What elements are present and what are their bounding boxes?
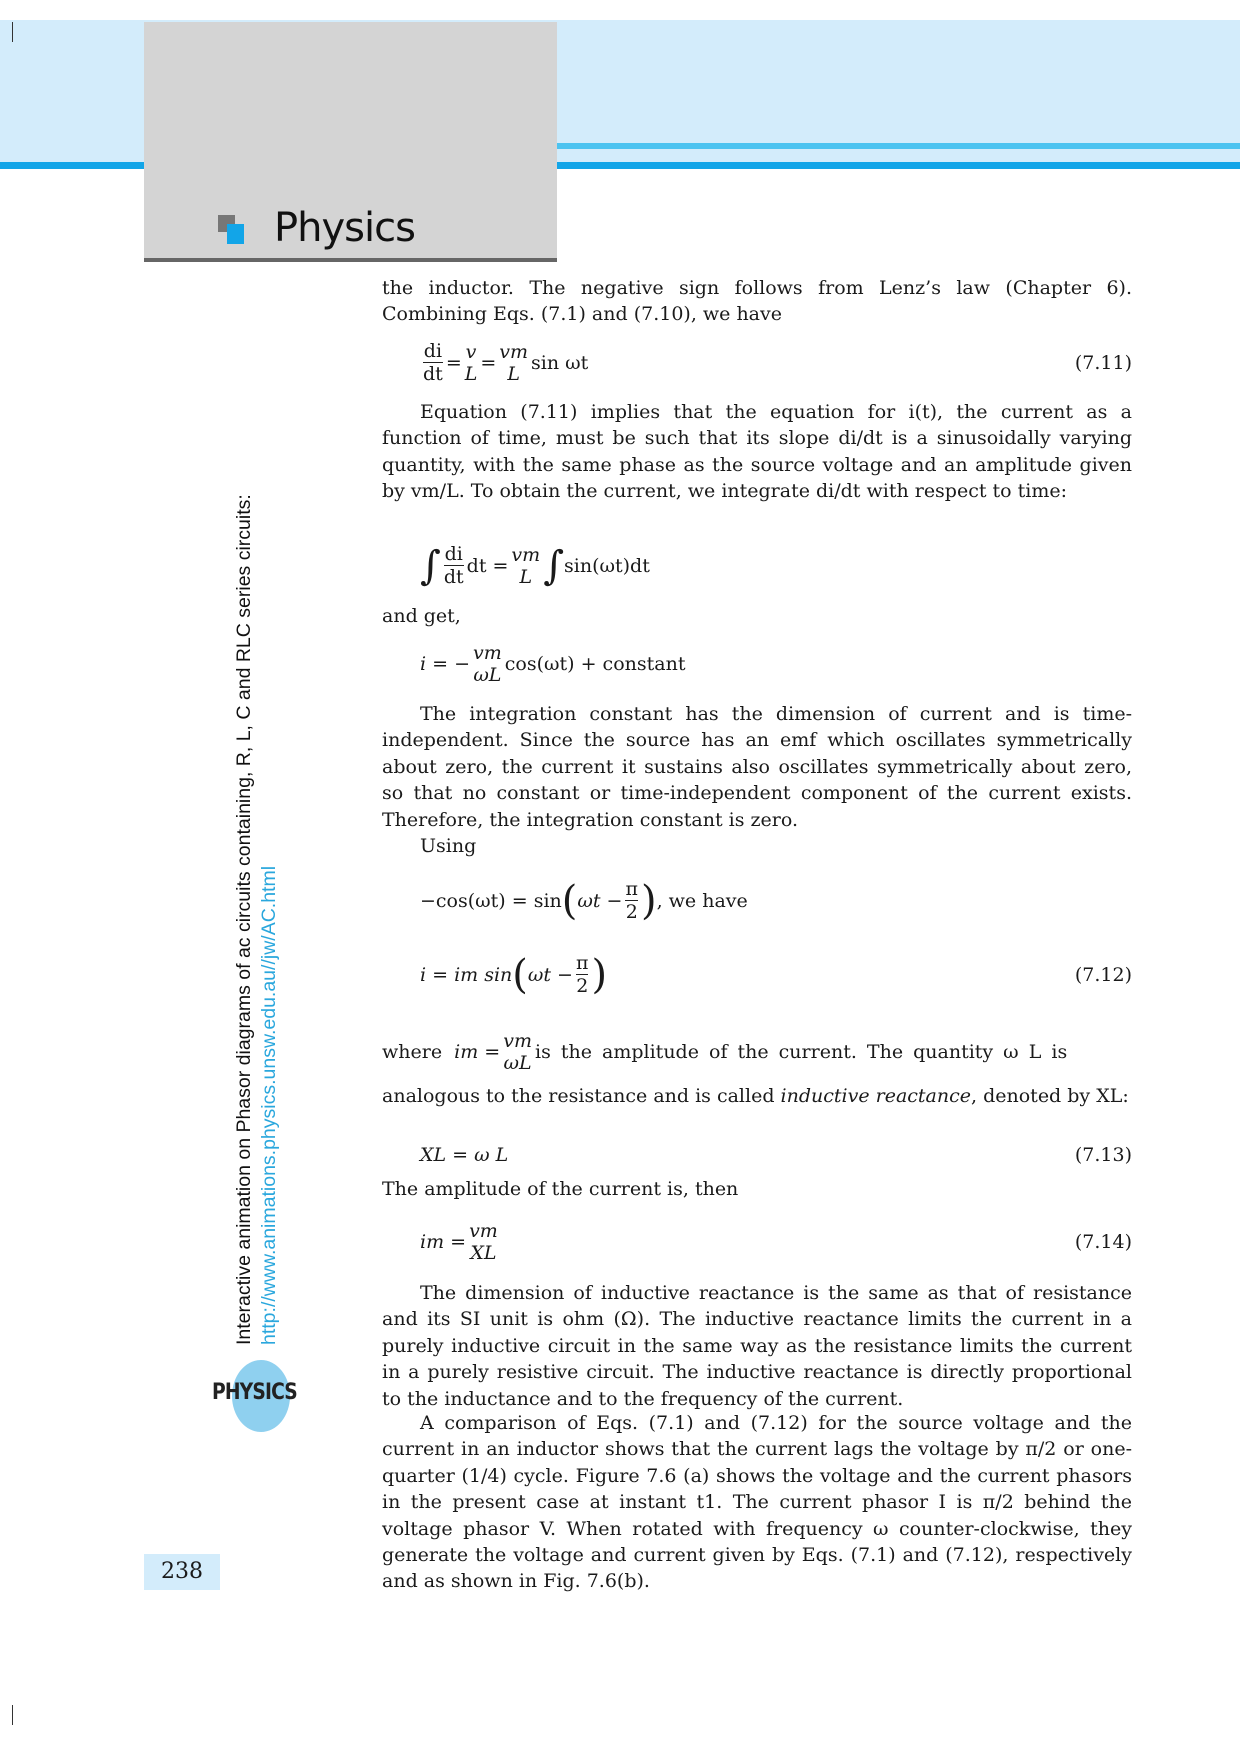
eq-lhs: −cos(ωt) = sin (420, 889, 562, 912)
equation-number: (7.12) (1074, 963, 1132, 986)
equation-7-11: $\frac{di}{dt}$ = v L = vm L sin ωt (7.11) (423, 340, 1132, 385)
paragraph: Equation (7.11) implies that the equation for i(t), the current as a function of time, must be such that its slope di/dt is a sinusoidally varying quantity, with the same phase as the source voltage and an amplitude given by vm/L. To obtain the current, we integrate di/dt with respect to time: (382, 401, 1132, 503)
eq-lhs: im = (454, 1041, 501, 1063)
numerator: vm (473, 642, 502, 664)
equation-cos-identity (420, 878, 1132, 923)
numerator: di (444, 543, 463, 565)
crop-mark (12, 22, 13, 42)
squares-icon-blue (227, 224, 244, 244)
eq-rhs: cos(ωt) + constant (504, 653, 686, 675)
denominator: ωL (473, 664, 502, 686)
paren-right: ) (591, 951, 608, 998)
eq-rhs: sin(ωt)dt (564, 554, 650, 577)
where-text: is the amplitude of the current. The quantity ω L is (535, 1041, 1068, 1063)
denominator: XL (470, 1242, 497, 1264)
denominator: dt (443, 566, 464, 588)
paragraph: The amplitude of the current is, then (382, 1178, 739, 1200)
denominator: dt (423, 363, 443, 385)
equation-number: (7.11) (1074, 351, 1132, 374)
numerator: π (575, 952, 589, 974)
eq-lhs: i = − (420, 653, 470, 675)
logo-text: PHYSICS (212, 1380, 297, 1405)
paragraph (382, 1083, 1132, 1109)
eq-arg: ωt − (577, 889, 623, 912)
paren-right: ) (640, 877, 657, 924)
numerator: vm (469, 1220, 498, 1242)
paren-left: ( (512, 951, 528, 998)
paren-left: ( (561, 877, 578, 924)
equation-7-14 (420, 1220, 1132, 1264)
paragraph: A comparison of Eqs. (7.1) and (7.12) for the source voltage and the current in an inductor shows that the current lags the voltage by π/2 or one-quarter (1/4) cycle. Figure 7.6 (a) shows the voltage and the current phasors in the present case at instant t1. The current phasor I is π/2 behind the voltage phasor V. When rotated with frequency ω counter-clockwise, they generate the voltage and current given by Eqs. (7.1) and (7.12), respectively and as shown in Fig. 7.6(b). (382, 1412, 1132, 1593)
sidebar-note: Interactive animation on Phasor diagrams of ac circuits containing, R, L, C and RLC series circuits: (233, 494, 255, 1345)
paragraph: the inductor. The negative sign follows from Lenz’s law (Chapter 6). Combining Eqs. (7.1) and (7.10), we have (382, 277, 1132, 326)
equation-7-12 (420, 952, 1132, 997)
denominator: 2 (625, 901, 638, 923)
eq-rhs: sin ωt (531, 351, 589, 374)
eq-arg: ωt − (527, 963, 573, 986)
paragraph: Using (420, 835, 477, 857)
eq-lhs: dt = (466, 554, 509, 577)
numerator: π (625, 878, 638, 900)
crop-mark (12, 1705, 13, 1725)
paragraph: The integration constant has the dimension of current and is time-independent. Since the source has an emf which oscillates symmetrically about zero, the current it sustains also oscillates symmetrically about zero, so that no constant or time-independent component of the current exists. Therefore, the integration constant is zero. (382, 703, 1132, 831)
denominator: 2 (576, 975, 589, 997)
where-label: where (382, 1041, 443, 1063)
numerator: v (465, 340, 477, 363)
eq-tail: , we have (656, 889, 748, 912)
equation-number: (7.14) (1074, 1231, 1132, 1253)
header-rule-thin (557, 143, 1240, 149)
chapter-box-underline (144, 258, 557, 262)
term-italic: inductive reactance (780, 1085, 972, 1107)
numerator: vm (511, 543, 541, 566)
eq-expr: XL = ω L (420, 1144, 509, 1166)
denominator: L (519, 565, 533, 588)
integral-sign: ∫ (543, 542, 565, 589)
denominator: L (507, 362, 520, 385)
physics-logo (212, 1360, 304, 1435)
equation-number: (7.13) (1074, 1144, 1132, 1166)
integral-sign: ∫ (420, 542, 441, 589)
denominator: L (464, 362, 478, 385)
paragraph: and get, (382, 605, 461, 627)
eq-lhs: i = im sin (420, 963, 513, 986)
where-line (382, 1030, 1132, 1074)
sidebar-link[interactable]: http://www.animations.physics.unsw.edu.au//jw/AC.html (258, 865, 280, 1345)
paragraph: The dimension of inductive reactance is the same as that of resistance and its SI unit is ohm (Ω). The inductive reactance limits the current in a purely inductive circuit in the same way as the resistance limits the current in a purely resistive circuit. The inductive reactance is directly proportional to the inductance and to the frequency of the current. (382, 1282, 1132, 1410)
text: , denoted by XL: (971, 1085, 1129, 1107)
numerator: di (423, 340, 443, 362)
page-number: 238 (144, 1554, 220, 1590)
text: analogous to the resistance and is called (382, 1085, 781, 1107)
eq-lhs: im = (420, 1231, 467, 1253)
equation-current (420, 642, 1132, 686)
equation-7-13 (420, 1144, 1132, 1166)
equation-integral (420, 543, 1132, 588)
chapter-title: Physics (274, 205, 415, 251)
numerator: vm (503, 1030, 532, 1052)
numerator: vm (499, 340, 529, 363)
denominator: ωL (503, 1052, 532, 1074)
